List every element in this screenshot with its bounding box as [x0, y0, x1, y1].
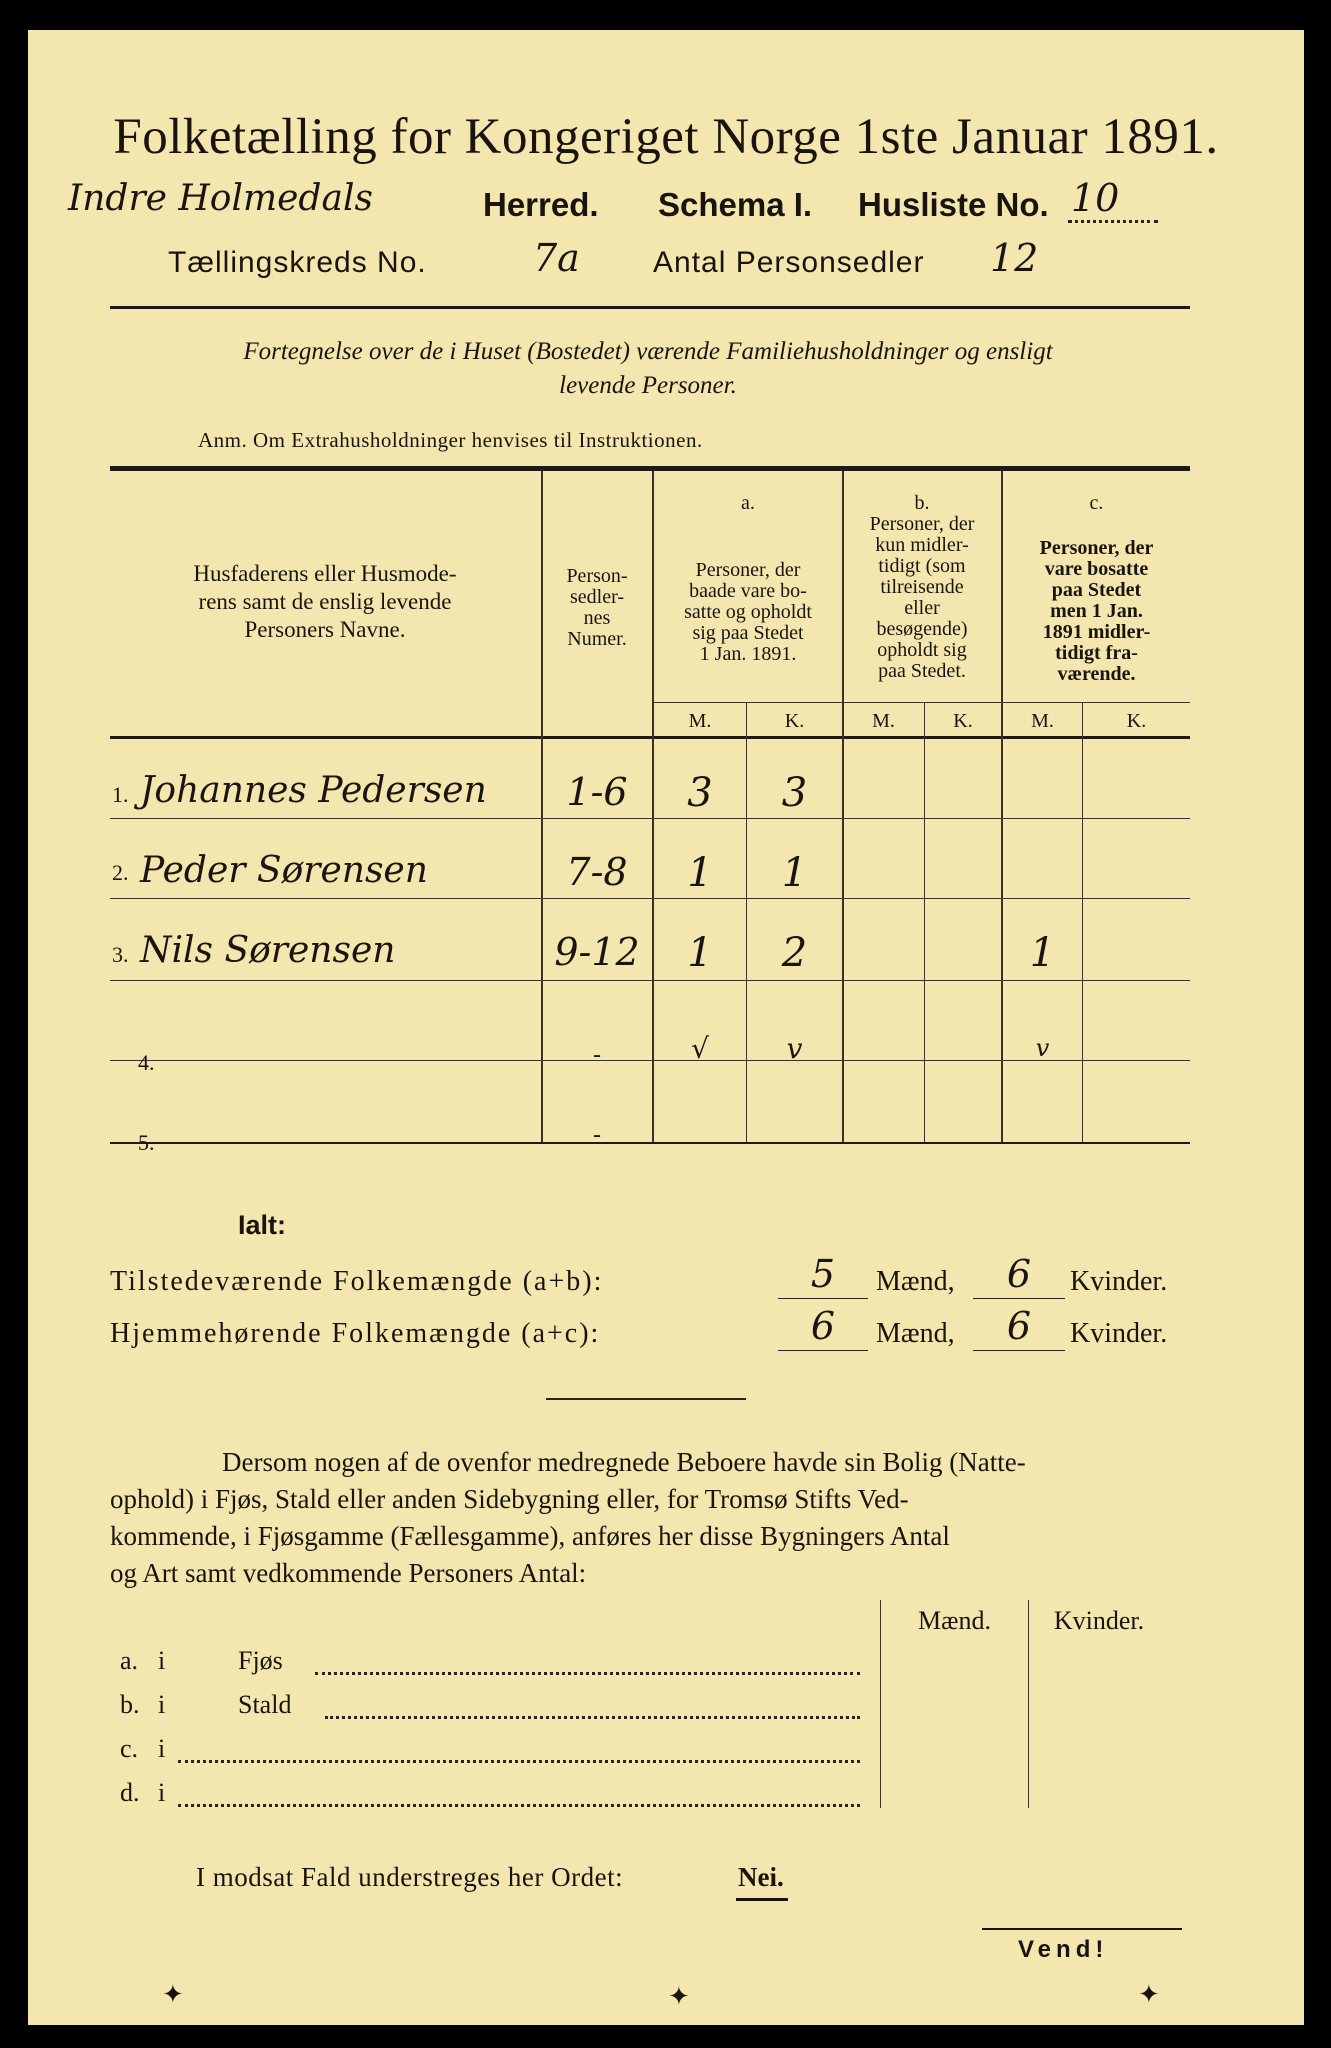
row-line-2 [110, 898, 1190, 899]
anm-note: Anm. Om Extrahusholdninger henvises til Instruktionen. [198, 428, 703, 452]
modsat-text: I modsat Fald understreges her Ordet: [196, 1862, 624, 1892]
herred-label: Herred. [483, 186, 599, 223]
row-a-k: v [786, 1032, 803, 1065]
row-c-m: 1 [1029, 930, 1056, 976]
header-rule [110, 306, 1190, 309]
row-numer: 7-8 [566, 850, 628, 894]
a-k-label: K. [784, 710, 805, 732]
husliste-dots [1068, 220, 1158, 223]
schema-label: Schema I. [658, 186, 813, 223]
row-a-k: 2 [781, 930, 808, 976]
col-b-letter: b. [914, 492, 930, 514]
intro-line1: Fortegnelse over de i Huset (Bostedet) værende Familiehusholdninger og ensligt [243, 338, 1053, 365]
row-a-m: √ [691, 1032, 709, 1065]
row-numer: - [593, 1122, 601, 1148]
separator [546, 1398, 746, 1400]
ornament-center-icon: ✦ [668, 1982, 690, 2011]
hjemme-maend-line [778, 1350, 868, 1351]
nei-word: Nei. [738, 1862, 784, 1892]
row-a-m: 1 [687, 850, 713, 896]
tilstede-label: Tilstedeværende Folkemængde (a+b): [110, 1266, 604, 1297]
c-m-label: M. [1031, 710, 1054, 732]
row-number: 4. [138, 1050, 155, 1075]
tilstede-kvinder-line [973, 1298, 1065, 1299]
b-k-label: K. [953, 710, 973, 732]
herred-value: Indre Holmedals [68, 178, 373, 219]
col-line-a-mk [746, 702, 747, 1142]
husliste-label: Husliste No. [858, 186, 1049, 223]
row-number: 2. [112, 860, 129, 885]
col-a-letter: a. [741, 492, 755, 514]
tilstede-kvinder-value: 6 [1006, 1252, 1032, 1296]
row-a-k: 3 [781, 770, 808, 816]
kreds-value: 7a [533, 236, 580, 280]
row-a-m: 3 [687, 770, 713, 816]
col-c-letter: c. [1089, 492, 1104, 514]
row-numer: - [593, 1042, 601, 1068]
table-head-rule [110, 736, 1190, 739]
col-line-b-mk [924, 702, 925, 1142]
row-a-m: 1 [687, 930, 713, 976]
vend-rule [982, 1928, 1182, 1930]
table-top-rule [110, 466, 1190, 471]
intro-line2: levende Personer. [559, 372, 737, 399]
b-m-label: M. [872, 710, 895, 732]
col-b-header: Personer, der kun midler- tidigt (som tilreisende eller besøgende) opholdt sig paa Stedet. [869, 513, 975, 682]
mk-rule [652, 702, 1190, 703]
footer-kvinder-head: Kvinder. [1053, 1606, 1145, 1635]
c-k-label: K. [1126, 710, 1147, 732]
ornament-left-icon: ✦ [162, 1980, 184, 2009]
tilstede-maend-label: Mænd, [876, 1266, 955, 1297]
row-line-1 [110, 818, 1190, 819]
hjemme-kvinder-value: 6 [1006, 1304, 1032, 1348]
hjemme-maend-value: 6 [810, 1304, 836, 1348]
ornament-right-icon: ✦ [1138, 1980, 1160, 2009]
row-line-3 [110, 980, 1190, 981]
row-name: Nils Sørensen [140, 930, 396, 971]
footer-paragraph: Dersom nogen af de ovenfor medregnede Beboere havde sin Bolig (Natte- ophold) i Fjøs, Stald eller anden Sidebygning eller, for Tromsø Stifts Ved- kommende, i Fjøsgamme (Fællesgamme), anføres her disse Bygningers Antal og Art samt vedkommende Personers Antal: [110, 1447, 1026, 1588]
husliste-value: 10 [1071, 176, 1120, 220]
form-title: Folketælling for Kongeriget Norge 1ste Januar 1891. [113, 109, 1219, 165]
census-form: Folketælling for Kongeriget Norge 1ste Januar 1891. Indre Holmedals Herred. Schema I. Husliste No. 10 Tællingskreds No. 7a Antal Personsedler 12 Fortegnelse over de i Huset (Bostedet) værende Familiehusholdninger og ensligt levende Personer. Anm. Om Extrahusholdninger henvises til Instruktionen. Husfaderens eller Husmode- rens samt de enslig levende Personers Navne. Person- sedler- nes Numer. a. Personer, der baade vare bo- satte og opholdt sig paa Stedet 1 Jan. 1891. b. Personer, der kun midler- tidigt (som tilreisende eller besøgende) opholdt sig paa Stedet. c. Personer, der vare bosatte paa Stedet men 1 Jan. 1891 midler- tidigt fra- værende. M. K. M. K. M. K. 1. Johannes Pedersen 1-6 3 3 2. Peder Sørensen 7-8 1 1 3. Nils Sørensen 9-12 1 2 1 4. - √ v v 5. - Ialt: Tilstedeværende Folkemængde (a+b): 5 Mænd, 6 Kvinder. Hjemmehørende Folkemængde (a+c): 6 Mænd, 6 Kvinder. Dersom nogen af de ovenfor medregnede Beboere havde sin Bolig (Natte- ophold) i Fjøs, Stald eller anden Sidebygning eller, for Tromsø Stifts Ved- kommende, i Fjøsgamme (Fællesgamme), anføres her disse Bygningers Antal og Art samt vedkommende Personers Antal: Mænd. Kvinder. a. i Fjøs b. i Stald c. i d. i I modsat Fald understreges her Ordet: Nei. Vend! ✦ ✦ ✦ [28, 30, 1304, 2025]
row-numer: 9-12 [554, 930, 640, 974]
hjemme-kvinder-line [973, 1350, 1065, 1351]
row-name: Peder Sørensen [140, 850, 428, 891]
col-name-header: Husfaderens eller Husmode- rens samt de enslig levende Personers Navne. [193, 561, 457, 642]
a-m-label: M. [688, 710, 712, 732]
hjemme-kvinder-label: Kvinder. [1070, 1318, 1168, 1349]
antal-value: 12 [990, 236, 1039, 280]
col-line-c-mk [1082, 702, 1083, 1142]
vend-text: Vend! [1018, 1936, 1109, 1963]
footer-maend-head: Mænd. [918, 1606, 991, 1635]
col-c-header: Personer, der vare bosatte paa Stedet men 1 Jan. 1891 midler- tidigt fra- værende. [1039, 537, 1154, 685]
nei-underline [736, 1898, 788, 1901]
kreds-label: Tællingskreds No. [168, 246, 427, 279]
tilstede-maend-value: 5 [810, 1252, 836, 1296]
row-number: 3. [112, 942, 129, 967]
hjemme-label: Hjemmehørende Folkemængde (a+c): [110, 1318, 601, 1349]
row-number: 5. [138, 1130, 155, 1155]
row-a-k: 1 [781, 850, 808, 896]
tilstede-maend-line [778, 1298, 868, 1299]
row-c-m: v [1035, 1034, 1050, 1062]
row-number: 1. [112, 782, 129, 807]
row-name: Johannes Pedersen [140, 770, 487, 811]
tilstede-kvinder-label: Kvinder. [1070, 1266, 1168, 1297]
row-numer: 1-6 [566, 770, 628, 814]
antal-label: Antal Personsedler [653, 246, 925, 279]
ialt-label: Ialt: [238, 1210, 287, 1240]
col-num-header: Person- sedler- nes Numer. [566, 565, 628, 650]
hjemme-maend-label: Mænd, [876, 1318, 955, 1349]
col-a-header: Personer, der baade vare bo- satte og opholdt sig paa Stedet 1 Jan. 1891. [684, 559, 812, 665]
